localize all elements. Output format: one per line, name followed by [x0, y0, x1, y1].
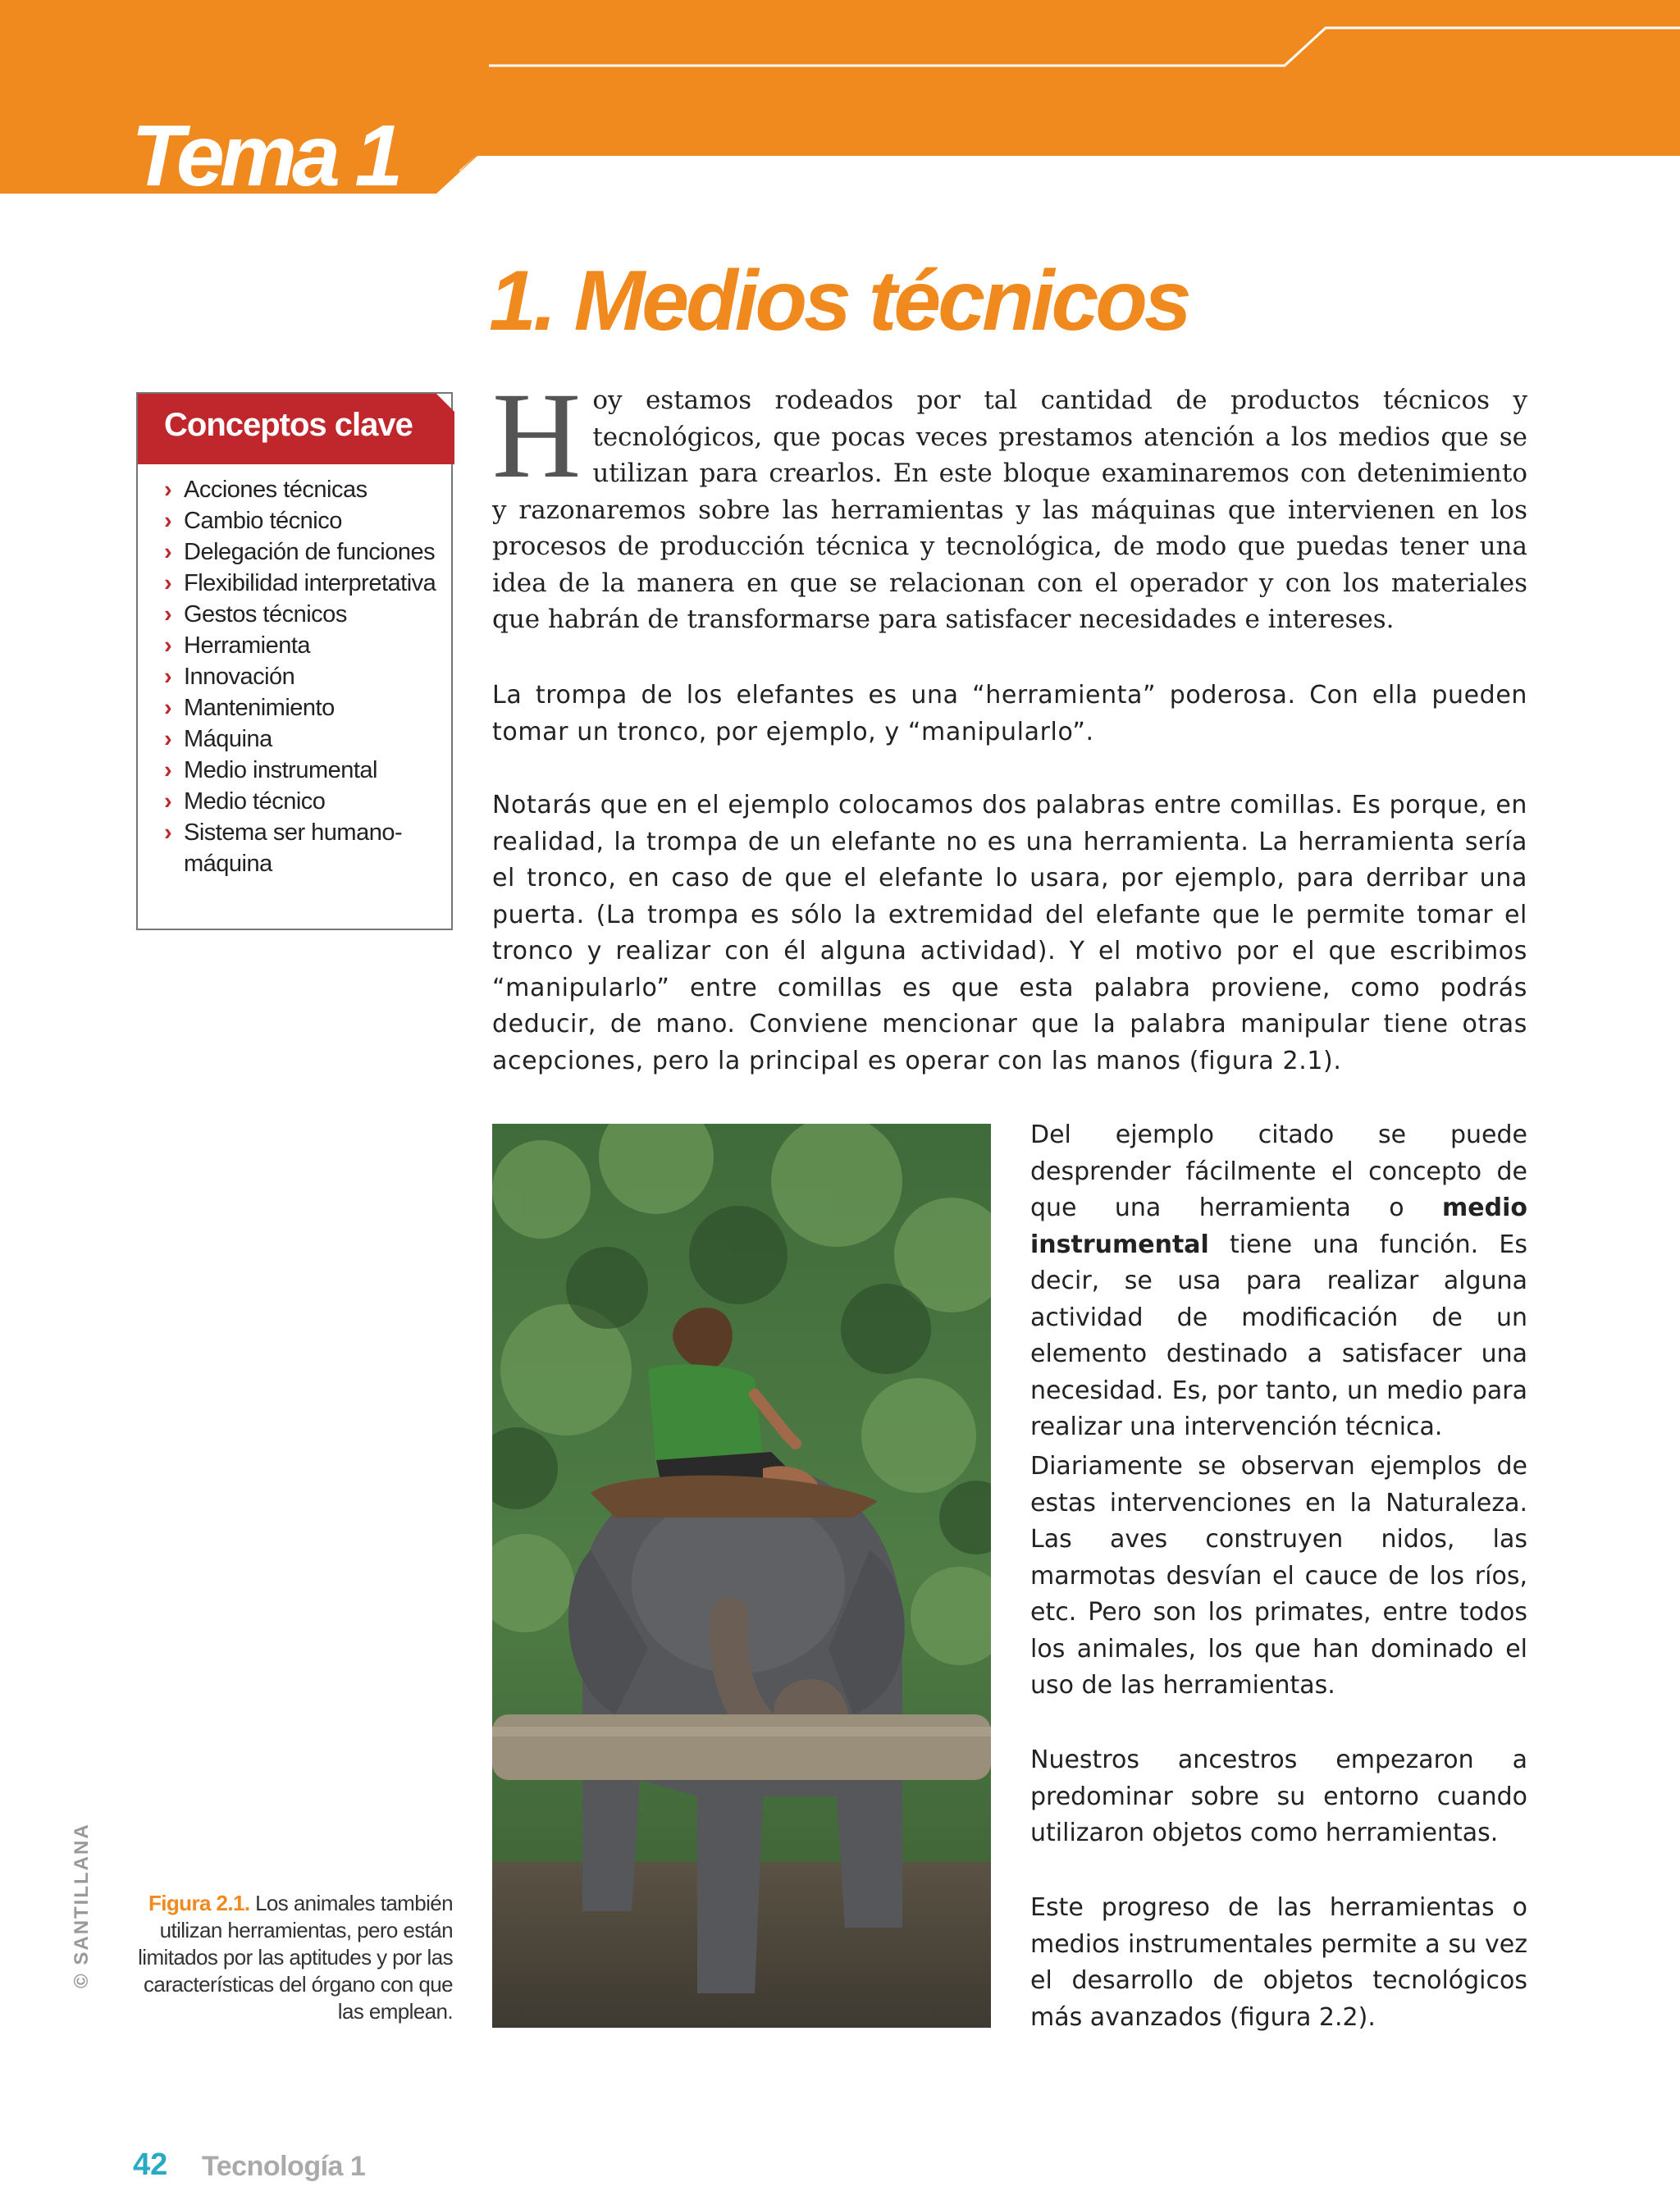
paragraph-naturaleza: Diariamente se observan ejemplos de estas intervenciones en la Naturaleza. Las aves construyen nidos, las marmotas desvían el cauce de los ríos, etc. Pero son los primates, entre todos los animales, los que han dominado el uso de las herramientas.	[1030, 1452, 1527, 1700]
bold-term: medio instrumental	[1030, 1194, 1527, 1259]
chevron-right-icon: ›	[164, 508, 172, 534]
key-concepts-list	[164, 474, 446, 879]
list-item: › Sistema ser humano-máquina	[164, 817, 446, 879]
page-number: 42	[133, 2148, 168, 2182]
paragraph-medio-instrumental: Del ejemplo citado se puede desprender fácilmente el concepto de que una herramienta o medio instrumental tiene una función. Es decir, se usa para realizar alguna actividad de modificación de un elemento destinado a satisfacer una necesidad. Es, por tanto, un medio para realizar una intervención técnica.	[1030, 1121, 1527, 1441]
paragraph-comillas: Notarás que en el ejemplo colocamos dos palabras entre comillas. Es porque, en realidad, la trompa de un elefante no es una herramienta. La herramienta sería el tronco, en caso de que el elefante lo usara, por ejemplo, para derribar una puerta. (La trompa es sólo la extremidad del elefante que le permite tomar el tronco y realizar con él alguna actividad). Y el motivo por el que escribimos “manipularlo” entre comillas es que esta palabra proviene, como podrás deducir, de mano. Conviene mencionar que la palabra manipular tiene otras acepciones, pero la principal es operar con las manos (figura 2.1).	[492, 791, 1527, 1075]
intro-paragraph: Hoy estamos rodeados por tal cantidad de productos técnicos y tecnológicos, que pocas veces prestamos atención a los medios que se utilizan para crearlos. En este bloque examinaremos con detenimiento y razonaremos sobre las herramientas y las máquinas que intervienen en los procesos de producción técnica y tecnológica, de modo que puedas tener una idea de la manera en que se relacionan con el operador y con los materiales que habrán de transformarse para satisfacer necesidades e intereses.	[492, 367, 1527, 634]
paragraph-ancestros: Nuestros ancestros empezaron a predominar sobre su entorno cuando utilizaron objetos como herramientas.	[1030, 1746, 1527, 1847]
chevron-right-icon: ›	[164, 726, 172, 752]
chevron-right-icon: ›	[164, 632, 172, 659]
chevron-right-icon: ›	[164, 788, 172, 815]
drop-cap: H	[492, 367, 582, 504]
paragraph-progreso: Este progreso de las herramientas o medios instrumentales permite a su vez el desarrollo de objetos tecnológicos más avanzados (figura 2.2).	[1030, 1893, 1527, 2032]
chevron-right-icon: ›	[164, 757, 172, 783]
chevron-right-icon: ›	[164, 477, 172, 503]
copyright-notice: © SANTILLANA	[71, 1823, 93, 1988]
list-item: › Innovación	[164, 661, 446, 692]
section-title: 1. Medios técnicos	[489, 253, 1189, 349]
chevron-right-icon: ›	[164, 695, 172, 721]
chevron-right-icon: ›	[164, 570, 172, 596]
chevron-right-icon: ›	[164, 664, 172, 690]
header-white-notch	[436, 156, 477, 194]
list-item: › Delegación de funciones	[164, 536, 446, 568]
list-item: › Gestos técnicos	[164, 599, 446, 630]
chevron-right-icon: ›	[164, 539, 172, 565]
header-white-corner	[477, 156, 1680, 194]
key-concepts-title: Conceptos clave	[164, 407, 413, 443]
book-title: Tecnología 1	[202, 2151, 366, 2182]
list-item: › Herramienta	[164, 630, 446, 661]
tema-label: Tema 1	[131, 107, 399, 204]
paragraph-trompa: La trompa de los elefantes es una “herramienta” poderosa. Con ella pueden tomar un tronco, por ejemplo, y “manipularlo”.	[492, 681, 1527, 746]
figure-label: Figura 2.1.	[148, 1891, 250, 1915]
list-item: › Medio instrumental	[164, 755, 446, 786]
list-item: › Flexibilidad interpretativa	[164, 568, 446, 599]
list-item: › Cambio técnico	[164, 505, 446, 536]
list-item: › Medio técnico	[164, 786, 446, 817]
key-concepts-box	[136, 392, 453, 930]
list-item: › Máquina	[164, 723, 446, 755]
figure-caption: Figura 2.1. Los animales también utilizan herramientas, pero están limitados por las aptitudes y por las características del órgano con que las emplean.	[138, 1891, 453, 2024]
chevron-right-icon: ›	[164, 601, 172, 628]
list-item: › Acciones técnicas	[164, 474, 446, 505]
elephant-photo	[492, 1124, 991, 2028]
list-item: › Mantenimiento	[164, 692, 446, 723]
chevron-right-icon: ›	[164, 819, 172, 846]
